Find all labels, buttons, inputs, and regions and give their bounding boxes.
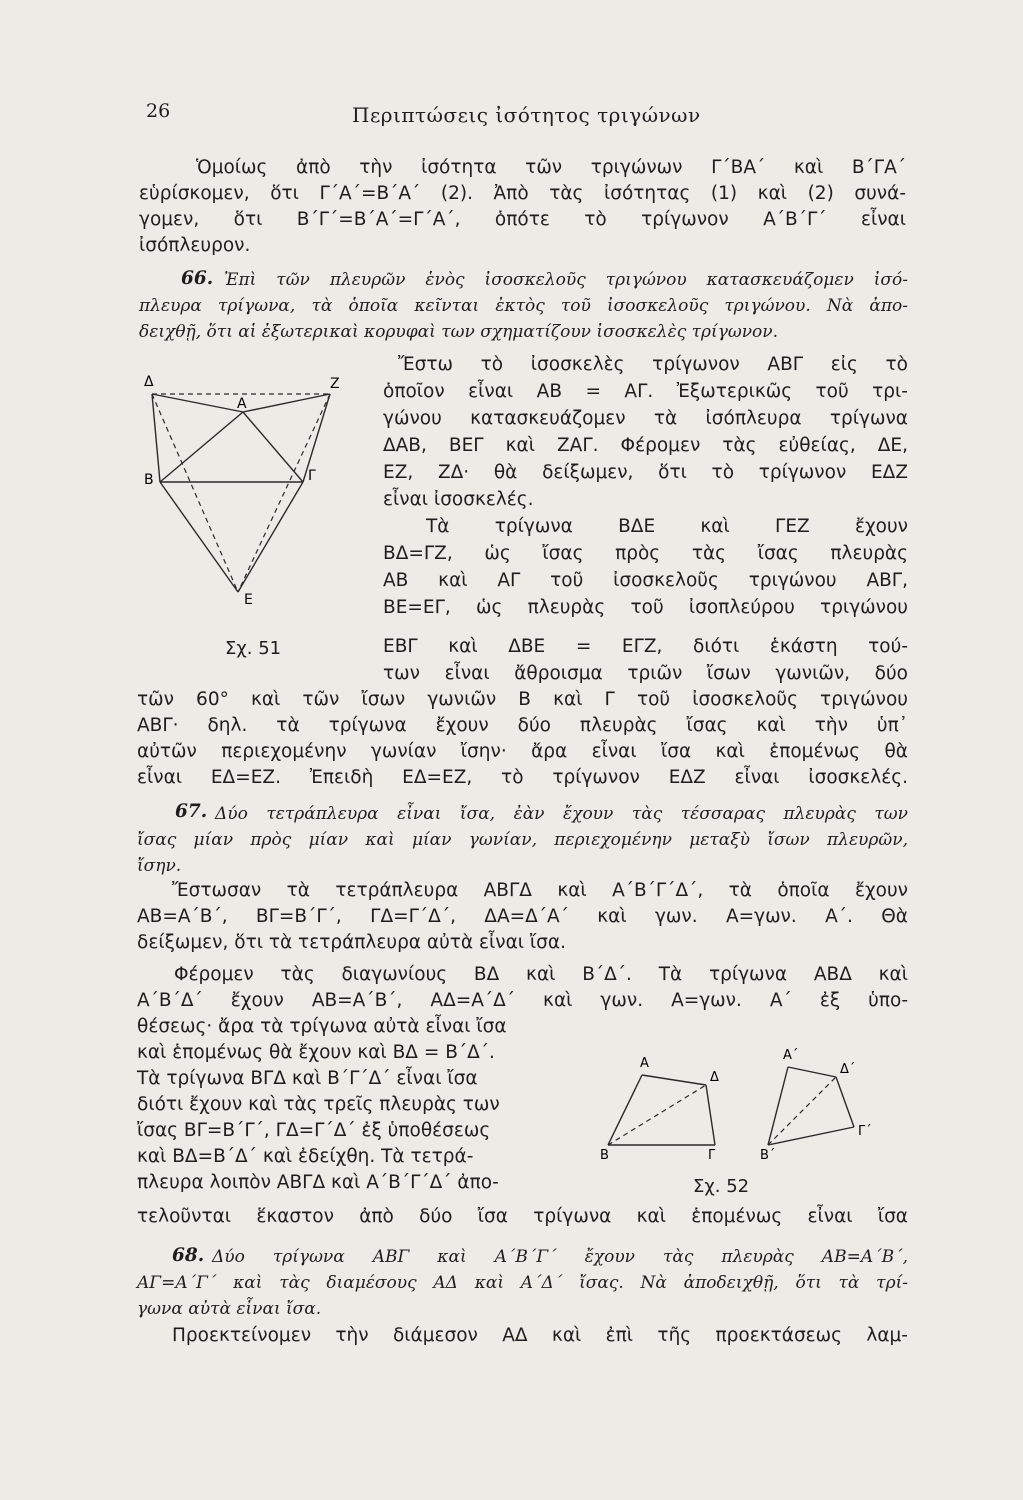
text-line: Τὰ τρίγωνα ΒΔΕ καὶ ΓΕΖ ἔχουν (426, 516, 908, 537)
text-line: εὑρίσκομεν, ὅτι Γ΄Α΄=Β΄Α΄ (2). Ἀπὸ τὰς ἰσότητας (1) καὶ (2) συνά- (139, 183, 906, 204)
figure-52 (578, 1045, 898, 1160)
fig51-side-AB (160, 412, 243, 482)
figure-51 (140, 372, 355, 607)
problem-statement-line: ἴσας μίαν πρὸς μίαν καὶ μίαν γωνίαν, περιεχομένην μεταξὺ ἴσων πλευρῶν, (137, 830, 908, 850)
text-line: ἰσόπλευρον. (139, 235, 251, 256)
text-line: ΒΕ=ΕΓ, ὡς πλευρὰς τοῦ ἰσοπλεύρου τριγώνου (383, 597, 908, 618)
text-line: ἴσας ΒΓ=Β΄Γ΄, ΓΔ=Γ΄Δ΄ ἐξ ὑποθέσεως (137, 1120, 491, 1141)
text-line: ΑΒ καὶ ΑΓ τοῦ ἰσοσκελοῦς τριγώνου ΑΒΓ, (383, 570, 908, 591)
text-line: Ἔστω τὸ ἰσοσκελὲς τρίγωνον ΑΒΓ εἰς τὸ (398, 354, 908, 375)
text-line: καὶ ΒΔ=Β΄Δ΄ καὶ ἐδείχθη. Τὰ τετρά- (137, 1146, 474, 1167)
text-line: Ἔστωσαν τὰ τετράπλευρα ΑΒΓΔ καὶ Α΄Β΄Γ΄Δ΄, τὰ ὁποῖα ἔχουν (172, 880, 908, 901)
fig52-label-A: Α (640, 1056, 649, 1071)
text-line: τῶν 60° καὶ τῶν ἴσων γωνιῶν Β καὶ Γ τοῦ ἰσοσκελοῦς τριγώνου (137, 689, 908, 710)
fig52-quadrilateral-right (760, 1048, 872, 1160)
fig51-label-E: Ε (244, 592, 253, 607)
fig51-label-Z: Ζ (330, 376, 340, 392)
text-line: Φέρομεν τὰς διαγωνίους ΒΔ καὶ Β΄Δ΄. Τὰ τρίγωνα ΑΒΔ καὶ (174, 964, 908, 985)
fig51-label-G: Γ (308, 468, 316, 484)
text-line: γώνου κατασκευάζομεν τὰ ἰσόπλευρα τρίγωνα (383, 408, 908, 429)
text-line: Ὁμοίως ἀπὸ τὴν ἰσότητα τῶν τριγώνων Γ΄ΒΑ΄ καὶ Β΄ΓΑ΄ (196, 157, 906, 178)
fig51-side-DB (152, 394, 160, 482)
fig52-label-D-prime: Δ΄ (840, 1062, 856, 1077)
text-line: ΕΖ, ΖΔ· θὰ δείξωμεν, ὅτι τὸ τρίγωνον ΕΔΖ (383, 462, 908, 483)
figure-51-caption: Σχ. 51 (225, 638, 282, 659)
problem-statement-line: ἴσην. (137, 856, 182, 876)
text-line: διότι ἔχουν καὶ τὰς τρεῖς πλευρὰς των (137, 1094, 500, 1115)
fig52-diagonal-B-D-prime (768, 1077, 836, 1145)
running-title: Περιπτώσεις ἰσότητος τριγώνων (352, 103, 701, 127)
fig52-label-B: Β (600, 1148, 609, 1160)
page-number: 26 (146, 100, 171, 122)
text-line: ΕΒΓ καὶ ΔΒΕ = ΕΓΖ, διότι ἑκάστη τού- (383, 636, 908, 657)
problem-number: 68. (172, 1245, 205, 1266)
text-line: τελοῦνται ἕκαστον ἀπὸ δύο ἴσα τρίγωνα καὶ ἑπομένως εἶναι ἴσα (137, 1206, 908, 1227)
fig52-label-D: Δ (710, 1070, 719, 1085)
problem-statement-line: ΑΓ=Α΄Γ΄ καὶ τὰς διαμέσους ΑΔ καὶ Α΄Δ΄ ἴσας. Νὰ ἀποδειχθῇ, ὅτι τὰ τρί- (137, 1273, 908, 1293)
text-line: ΑΒΓ· δηλ. τὰ τρίγωνα ἔχουν δύο πλευρὰς ἴσας καὶ τὴν ὑπ᾽ (137, 715, 908, 736)
fig52-label-B-prime: Β΄ (760, 1148, 776, 1160)
fig51-side-DA (152, 394, 243, 412)
text-line: ὁποῖον εἶναι ΑΒ = ΑΓ. Ἐξωτερικῶς τοῦ τρι- (383, 381, 908, 402)
text-line: ΔΑΒ, ΒΕΓ καὶ ΖΑΓ. Φέρομεν τὰς εὐθείας, ΔΕ, (383, 435, 908, 456)
problem-statement-line: γωνα αὐτὰ εἶναι ἴσα. (137, 1299, 322, 1319)
text-line: θέσεως· ἄρα τὰ τρίγωνα αὐτὰ εἶναι ἴσα (137, 1016, 507, 1037)
fig51-segment-DE (152, 394, 238, 592)
problem-number: 67. (175, 801, 208, 822)
fig51-side-EG (238, 482, 303, 592)
figure-52-caption: Σχ. 52 (693, 1176, 750, 1197)
fig51-label-B: Β (144, 472, 154, 488)
text-line: καὶ ἑπομένως θὰ ἔχουν καὶ ΒΔ = Β΄Δ΄. (137, 1042, 495, 1063)
text-line: ΑΒ=Α΄Β΄, ΒΓ=Β΄Γ΄, ΓΔ=Γ΄Δ΄, ΔΑ=Δ΄Α΄ καὶ γων. Α=γων. Α΄. Θὰ (137, 906, 908, 927)
problem-statement-line: Ἐπὶ τῶν πλευρῶν ἑνὸς ἰσοσκελοῦς τριγώνου κατασκευάζομεν ἰσό- (224, 270, 908, 290)
fig52-label-G: Γ (708, 1148, 716, 1160)
fig52-label-A-prime: Α΄ (783, 1048, 799, 1063)
text-line: πλευρα λοιπὸν ΑΒΓΔ καὶ Α΄Β΄Γ΄Δ΄ ἀπο- (137, 1172, 499, 1193)
problem-statement-line: πλευρα τρίγωνα, τὰ ὁποῖα κεῖνται ἐκτὸς τοῦ ἰσοσκελοῦς τριγώνου. Νὰ ἀπο- (139, 296, 908, 316)
fig52-quadrilateral-left (600, 1056, 719, 1160)
fig51-segment-ZE (238, 394, 330, 592)
fig51-side-EB (160, 482, 238, 592)
text-line: εἶναι ΕΔ=ΕΖ. Ἐπειδὴ ΕΔ=ΕΖ, τὸ τρίγωνον ΕΔΖ εἶναι ἰσοσκελές. (137, 767, 908, 788)
text-line: εἶναι ἰσοσκελές. (383, 489, 534, 510)
text-line: αὐτῶν περιεχομένην γωνίαν ἴσην· ἄρα εἶναι ἴσα καὶ ἑπομένως θὰ (137, 741, 908, 762)
text-line: Τὰ τρίγωνα ΒΓΔ καὶ Β΄Γ΄Δ΄ εἶναι ἴσα (137, 1068, 478, 1089)
text-line: ΒΔ=ΓΖ, ὡς ἴσας πρὸς τὰς ἴσας πλευρὰς (383, 543, 908, 564)
fig51-side-ZA (243, 394, 330, 412)
problem-statement-line: δειχθῇ, ὅτι αἱ ἐξωτερικαὶ κορυφαὶ των σχηματίζουν ἰσοσκελὲς τρίγωνον. (139, 322, 779, 342)
text-line: γομεν, ὅτι Β΄Γ΄=Β΄Α΄=Γ΄Α΄, ὁπότε τὸ τρίγωνον Α΄Β΄Γ΄ εἶναι (139, 209, 906, 230)
fig51-label-A: Α (237, 396, 247, 412)
fig51-label-D: Δ (144, 374, 154, 390)
text-line: Α΄Β΄Δ΄ ἔχουν ΑΒ=Α΄Β΄, ΑΔ=Α΄Δ΄ καὶ γων. Α=γων. Α΄ ἐξ ὑπο- (137, 990, 908, 1011)
problem-number: 66. (181, 268, 214, 289)
problem-statement-line: Δύο τετράπλευρα εἶναι ἴσα, ἐὰν ἔχουν τὰς τέσσαρας πλευρὰς των (215, 804, 908, 824)
problem-statement-line: Δύο τρίγωνα ΑΒΓ καὶ Α΄Β΄Γ΄ ἔχουν τὰς πλευρὰς ΑΒ=Α΄Β΄, (212, 1247, 908, 1267)
text-line: Προεκτείνομεν τὴν διάμεσον ΑΔ καὶ ἐπὶ τῆς προεκτάσεως λαμ- (172, 1325, 908, 1346)
text-line: δείξωμεν, ὅτι τὰ τετράπλευρα αὐτὰ εἶναι ἴσα. (137, 932, 566, 953)
text-line: των εἶναι ἄθροισμα τριῶν ἴσων γωνιῶν, δύο (383, 663, 908, 684)
fig52-label-G-prime: Γ΄ (858, 1124, 872, 1139)
